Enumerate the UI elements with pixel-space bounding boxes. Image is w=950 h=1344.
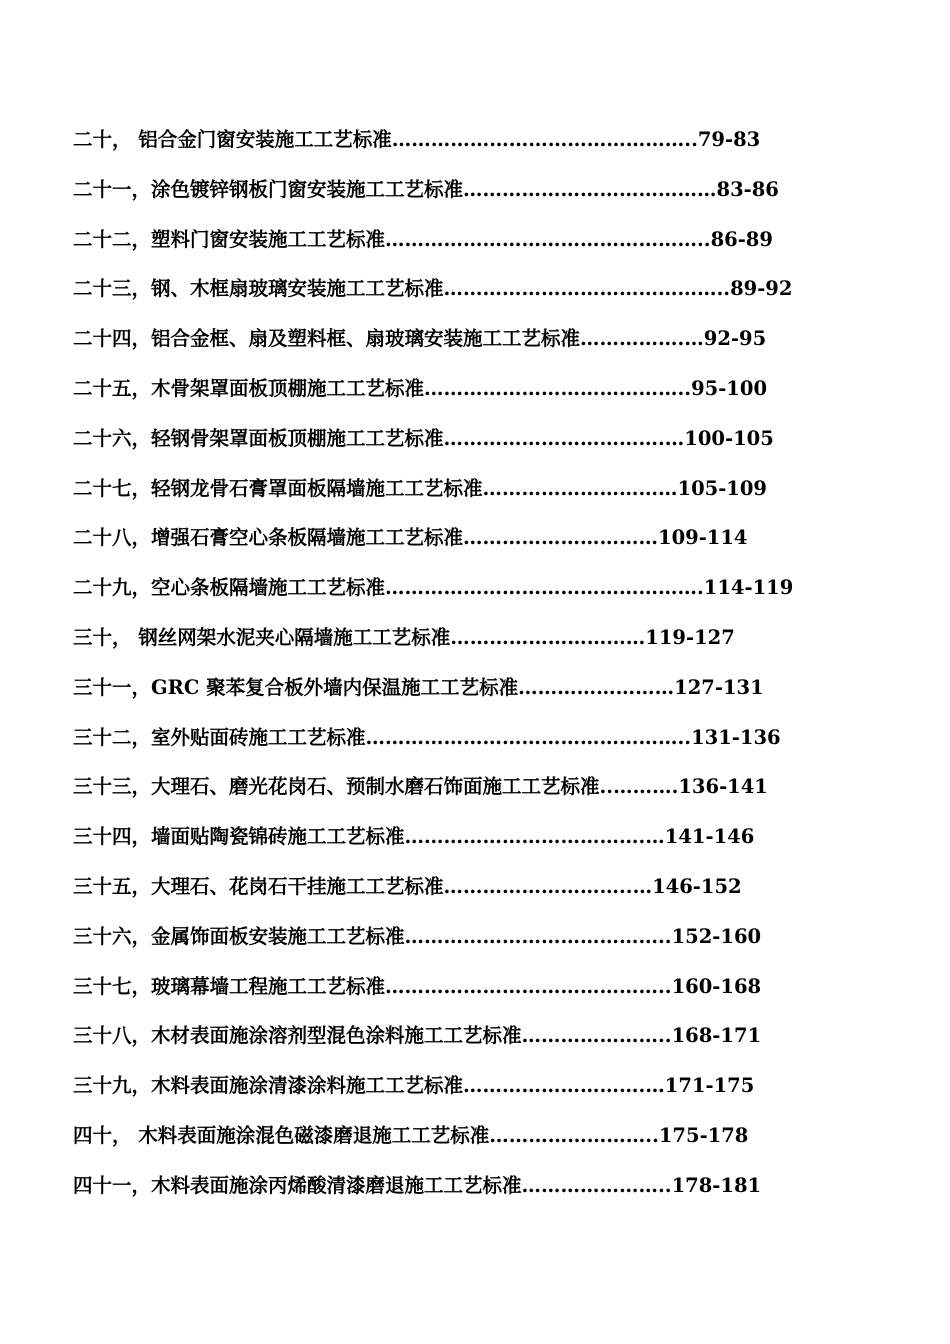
- toc-entry-28: 二十八，增强石膏空心条板隔墙施工工艺标准…………………………109-114: [73, 526, 748, 550]
- toc-entry-36: 三十六，金属饰面板安装施工工艺标准…………………………………..152-160: [73, 924, 762, 948]
- toc-entry-34: 三十四，墙面贴陶瓷锦砖施工工艺标准……………………………….…141-146: [73, 825, 755, 849]
- toc-entry-24: 二十四，铝合金框、扇及塑料框、扇玻璃安装施工工艺标准…………….…92-95: [73, 327, 767, 351]
- toc-entry-31: 三十一，GRC 聚苯复合板外墙内保温施工工艺标准……………………127-131: [73, 675, 764, 699]
- toc-entry-32: 三十二，室外贴面砖施工工艺标准…………………………………………..131-136: [73, 725, 781, 749]
- table-of-contents: [73, 124, 873, 1220]
- toc-entry-20: 二十， 铝合金门窗安装施工工艺标准………………………………………..79-83: [73, 128, 761, 151]
- toc-entry-26: 二十六，轻钢骨架罩面板顶棚施工工艺标准…………………………….…100-105: [73, 426, 774, 450]
- toc-entry-33: 三十三，大理石、磨光花岗石、预制水磨石饰面施工工艺标准..……….136-141: [73, 775, 768, 799]
- toc-entry-30: 三十， 钢丝网架水泥夹心隔墙施工工艺标准…………………………119-127: [73, 625, 735, 649]
- toc-entry-37: 三十七，玻璃幕墙工程施工工艺标准……………………………………..160-168: [73, 974, 762, 998]
- toc-entry-38: 三十八，木材表面施涂溶剂型混色涂料施工工艺标准…………………..168-171: [73, 1024, 762, 1048]
- toc-entry-35: 三十五，大理石、花岗石干挂施工工艺标准………………………..…146-152: [73, 874, 742, 898]
- toc-entry-40: 四十， 木料表面施涂混色磁漆磨退施工工艺标准……………………..175-178: [73, 1123, 749, 1147]
- toc-entry-39: 三十九，木料表面施涂清漆涂料施工工艺标准……………………….…171-175: [73, 1074, 755, 1098]
- toc-entry-21: 二十一，涂色镀锌钢板门窗安装施工工艺标准…………………………………83-86: [73, 177, 779, 201]
- toc-entry-23: 二十三，钢、木框扇玻璃安装施工工艺标准……………………………………..89-92: [73, 277, 793, 301]
- toc-entry-29: 二十九，空心条板隔墙施工工艺标准………………………………………….114-119: [73, 576, 794, 600]
- toc-entry-41: 四十一，木料表面施涂丙烯酸清漆磨退施工工艺标准…………………..178-181: [73, 1173, 762, 1197]
- toc-entry-22: 二十二，塑料门窗安装施工工艺标准…………………………………………..86-89: [73, 227, 773, 251]
- toc-entry-27: 二十七，轻钢龙骨石膏罩面板隔墙施工工艺标准…………………………105-109: [73, 476, 768, 500]
- toc-entry-25: 二十五，木骨架罩面板顶棚施工工艺标准…………………………………..95-100: [73, 376, 768, 400]
